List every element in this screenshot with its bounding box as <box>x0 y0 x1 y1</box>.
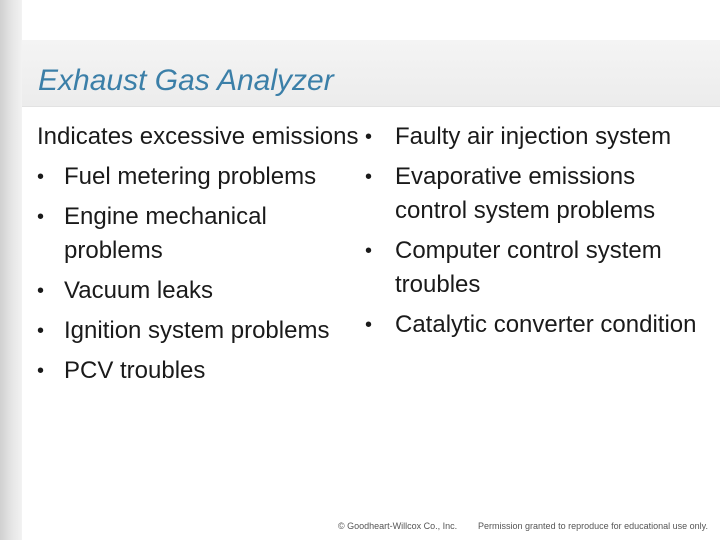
list-item <box>365 160 710 228</box>
bullet-icon: • <box>365 314 373 336</box>
right-column <box>365 120 710 342</box>
list-item-text: Ignition system problems <box>64 317 330 344</box>
list-item <box>37 314 367 348</box>
bullet-icon: • <box>365 166 373 188</box>
list-item <box>37 200 367 268</box>
left-decorative-bar <box>0 0 22 540</box>
bullet-icon: • <box>37 206 45 228</box>
list-item <box>365 308 710 342</box>
list-item <box>37 274 367 308</box>
list-item <box>365 120 710 154</box>
left-bullet-list <box>37 160 367 388</box>
bullet-icon: • <box>365 126 373 148</box>
bullet-icon: • <box>37 360 45 382</box>
intro-text: Indicates excessive emissions <box>37 123 359 150</box>
bullet-icon: • <box>37 320 45 342</box>
bullet-icon: • <box>37 166 45 188</box>
slide-title: Exhaust Gas Analyzer <box>38 64 334 97</box>
permission-footer: Permission granted to reproduce for educational use only. <box>478 521 708 531</box>
list-item-text: Faulty air injection system <box>395 123 672 150</box>
bullet-icon: • <box>37 280 45 302</box>
right-bullet-list <box>365 120 710 342</box>
list-item-text: Computer control system troubles <box>395 237 662 298</box>
list-item-text: Vacuum leaks <box>64 277 213 304</box>
bullet-icon: • <box>365 240 373 262</box>
list-item-text: Evaporative emissions control system problems <box>395 163 656 224</box>
list-item-text: Engine mechanical problems <box>64 203 267 264</box>
list-item <box>365 234 710 302</box>
copyright-footer: © Goodheart-Willcox Co., Inc. <box>338 521 458 531</box>
list-item-text: PCV troubles <box>64 357 206 384</box>
list-item <box>37 354 367 388</box>
list-item-text: Fuel metering problems <box>64 163 317 190</box>
left-column <box>37 120 367 388</box>
list-item <box>37 160 367 194</box>
list-item-text: Catalytic converter condition <box>395 311 697 338</box>
